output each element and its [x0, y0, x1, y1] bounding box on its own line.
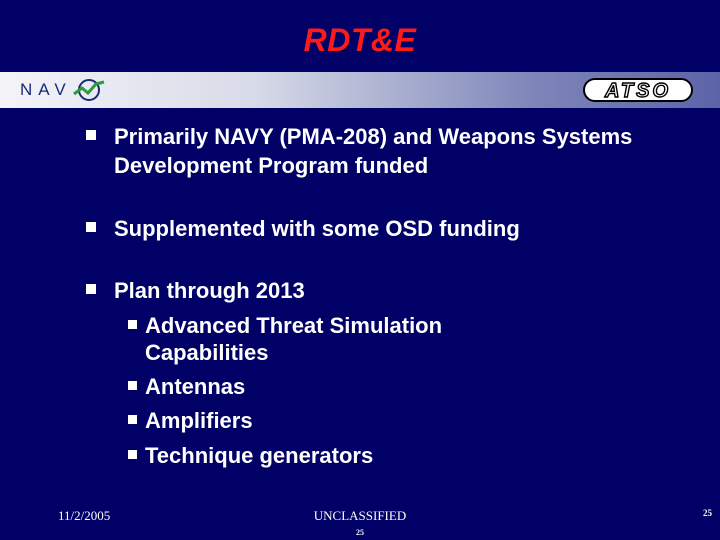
- bullet-text: Plan through 2013: [114, 278, 305, 303]
- atso-logo: [582, 76, 694, 104]
- footer-classification-number: 25: [356, 528, 364, 537]
- sub-bullet-text: Advanced Threat Simulation Capabilities: [145, 313, 443, 365]
- bullet-marker: [86, 130, 96, 140]
- footer-page-number: 25: [703, 508, 712, 518]
- svg-text:ATSO: ATSO: [604, 80, 672, 102]
- navair-swoosh-icon: [72, 78, 106, 102]
- sub-bullet-marker: [128, 381, 137, 390]
- bullet-item: [86, 122, 634, 180]
- sub-bullet-marker: [128, 320, 137, 329]
- sub-bullet-text: Amplifiers: [145, 408, 253, 433]
- header-banner: [0, 72, 720, 108]
- sub-bullet-item: [128, 407, 525, 434]
- sub-bullet-item: [128, 442, 525, 469]
- bullet-text: Supplemented with some OSD funding: [114, 216, 520, 241]
- slide-title: RDT&E: [303, 22, 417, 58]
- bullet-item: [86, 214, 634, 243]
- navair-logo-text-left: NAV: [20, 80, 72, 99]
- navair-logo: [20, 77, 112, 103]
- bullet-marker: [86, 222, 96, 232]
- sub-bullet-item: [128, 312, 505, 366]
- bullet-item: [86, 276, 634, 305]
- footer-classification: UNCLASSIFIED: [313, 508, 407, 523]
- sub-bullet-item: [128, 373, 525, 400]
- bullet-marker: [86, 284, 96, 294]
- sub-bullet-text: Technique generators: [145, 443, 374, 468]
- bullet-text: Primarily NAVY (PMA-208) and Weapons Systems Development Program funded: [114, 124, 633, 178]
- sub-bullet-text: Antennas: [145, 374, 246, 399]
- footer-date: 11/2/2005: [58, 508, 111, 523]
- sub-bullet-marker: [128, 415, 137, 424]
- sub-bullet-marker: [128, 450, 137, 459]
